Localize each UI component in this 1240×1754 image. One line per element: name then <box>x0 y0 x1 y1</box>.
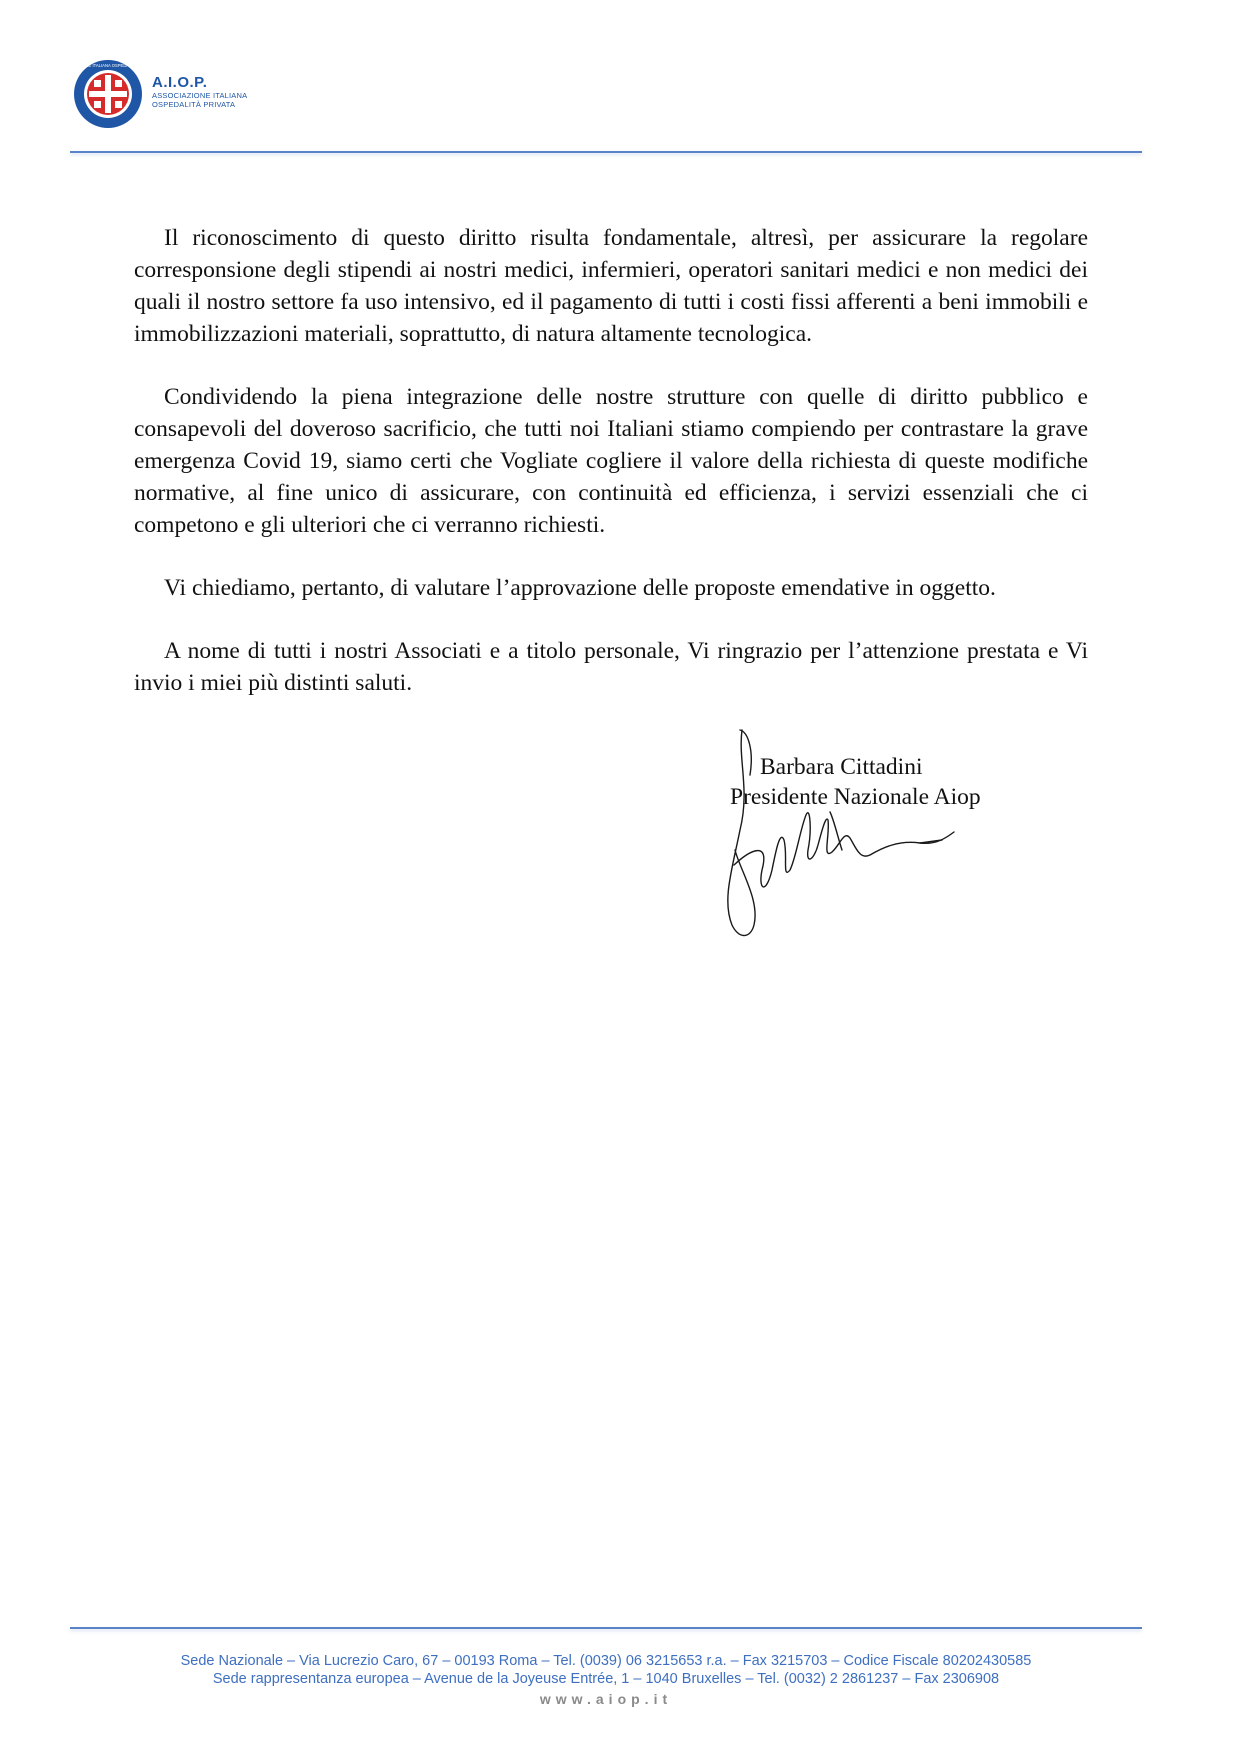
paragraph-4: A nome di tutti i nostri Associati e a titolo personale, Vi ringrazio per l’attenzione prestata e Vi invio i miei più distinti saluti. <box>134 638 1088 696</box>
footer-website: www.aiop.it <box>539 1691 673 1707</box>
signatory-role: Presidente Nazionale Aiop <box>730 784 981 810</box>
signature-block <box>710 720 1070 950</box>
footer-address-national: Sede Nazionale – Via Lucrezio Caro, 67 – 00193 Roma – Tel. (0039) 06 3215653 r.a. – Fax 3215703 – Codice Fiscale 80202430585 <box>180 1653 1032 1669</box>
signatory-name: Barbara Cittadini <box>760 754 923 780</box>
paragraph-3: Vi chiediamo, pertanto, di valutare l’approvazione delle proposte emendative in oggetto. <box>164 575 996 601</box>
org-name: A.I.O.P. <box>152 74 208 91</box>
org-sub-line2: OSPEDALITÀ PRIVATA <box>152 100 236 109</box>
footer <box>70 1652 1142 1708</box>
footer-divider <box>70 1627 1142 1629</box>
logo-wordmark <box>152 74 247 109</box>
footer-address-europe: Sede rappresentanza europea – Avenue de la Joyeuse Entrée, 1 – 1040 Bruxelles – Tel. (0032) 2 2861237 – Fax 2306908 <box>212 1671 1000 1687</box>
logo-ring-text: ASSOCIAZIONE ITALIANA OSPEDALITÀ PRIVATA <box>59 63 157 68</box>
paragraph-2: Condividendo la piena integrazione delle nostre strutture con quelle di diritto pubblico e consapevoli del doveroso sacrificio, che tutti noi Italiani stiamo compiendo per contrastare la grave emergenza Covid 19, siamo certi che Vogliate cogliere il valore della richiesta di queste modifiche normative, al fine unico di assicurare, con continuità ed efficienza, i servizi essenziali che ci competono e gli ulteriori che ci verranno richiesti. <box>134 384 1088 538</box>
letter-body <box>134 222 1088 730</box>
aiop-seal-logo <box>59 58 157 130</box>
paragraph-1: Il riconoscimento di questo diritto risulta fondamentale, altresì, per assicurare la regolare corresponsione degli stipendi ai nostri medici, infermieri, operatori sanitari medici e non medici dei quali il nostro settore fa uso intensivo, ed il pagamento di tutti i costi fissi afferenti a beni immobili e immobilizzazioni materiali, soprattutto, di natura altamente tecnologica. <box>134 225 1088 347</box>
letterhead <box>59 56 1144 156</box>
header-divider <box>70 151 1142 153</box>
org-sub-line1: ASSOCIAZIONE ITALIANA <box>152 91 248 100</box>
